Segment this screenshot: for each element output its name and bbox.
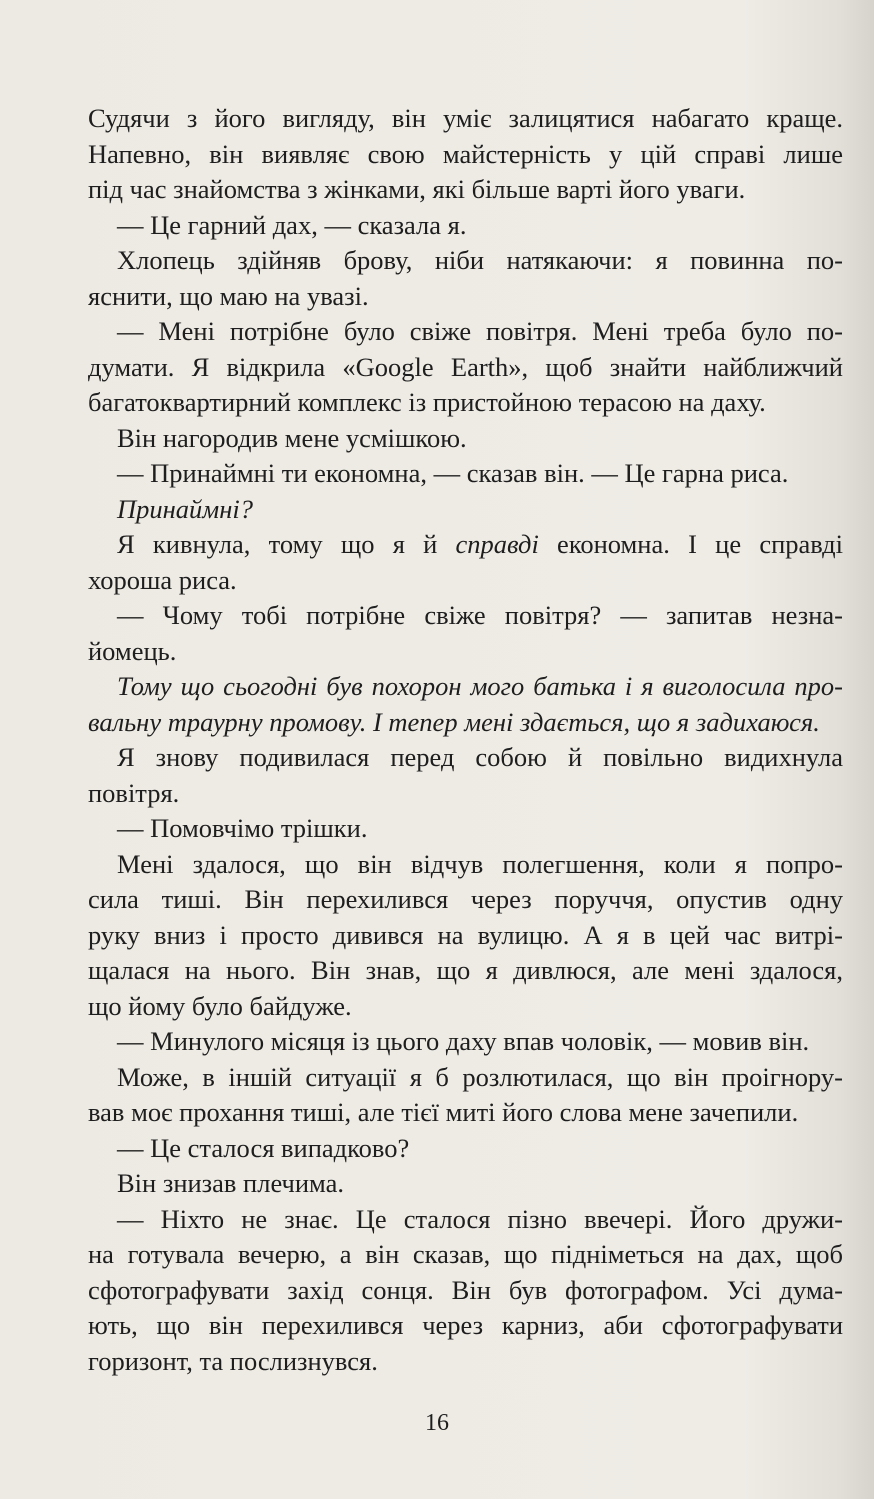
text-line [88,208,843,244]
italic-text: Тому що сьогодні був похорон мого батька і я виголосила про- [117,671,843,701]
text-segment: сфотографувати захід сонця. Він був фотографом. Усі дума- [88,1274,843,1305]
text-segment: Він знизав плечима. [117,1168,345,1198]
text-line [88,279,843,315]
text-line [88,1202,843,1238]
text-segment: Може, в іншій ситуації я б розлютилася, що він проігнору- [117,1061,843,1092]
italic-text: Принаймні? [117,493,253,524]
text-segment: багатоквартирний комплекс із пристойною терасою на даху. [88,387,766,417]
text-segment: під час знайомства з жінками, які більше варті його уваги. [88,174,746,204]
text-segment: вав моє прохання тиші, але тієї миті його слова мене зачепили. [88,1097,799,1127]
text-line [88,385,843,421]
text-segment: Я кивнула, тому що я й [117,529,456,559]
text-line [88,634,843,670]
text-segment: повітря. [88,777,180,808]
text-segment: — Мені потрібне було свіже повітря. Мені треба було по- [117,316,843,346]
text-line [88,1344,843,1380]
text-segment: — Принаймні ти економна, — сказав він. — Це гарна риса. [117,458,789,488]
text-segment: думати. Я відкрила «Google Earth», щоб знайти найближчий [88,351,843,382]
text-segment: — Чому тобі потрібне свіже повітря? — запитав незна- [117,600,843,630]
text-line [88,243,843,279]
text-line [88,492,843,528]
text-line [88,776,843,812]
text-segment: Я знову подивилася перед собою й повільно видихнула [117,742,843,772]
text-line [88,314,843,350]
text-segment: — Це гарний дах, — сказала я. [117,209,467,240]
text-line [88,1095,843,1131]
text-segment: що йому було байдуже. [88,990,352,1021]
text-segment: руку вниз і просто дивився на вулицю. А я в цей час витрі- [88,919,843,950]
italic-text: справді [455,529,539,559]
text-segment: щалася на нього. Він знав, що я дивлюся, але мені здалося, [88,955,843,985]
page-number: 16 [425,1410,449,1436]
text-line [88,1024,843,1060]
text-segment: ють, що він перехилився через карниз, аби сфотографувати [88,1310,843,1340]
text-line [88,989,843,1025]
text-segment: горизонт, та послизнувся. [88,1345,378,1376]
text-segment: Мені здалося, що він відчув полегшення, коли я попро- [117,848,843,879]
text-line [88,172,843,208]
text-segment: — Помовчімо трішки. [117,813,368,843]
text-line [88,669,843,705]
text-segment: економна. І це справді [538,529,843,559]
text-line [88,1308,843,1344]
text-segment: — Це сталося випадково? [117,1132,410,1163]
text-line [88,1166,843,1202]
text-segment: Судячи з його вигляду, він уміє залицятися набагато краще. [88,103,843,133]
italic-text: вальну траурну промову. І тепер мені здається, що я задихаюся. [88,706,820,737]
text-segment: хороша риса. [88,564,237,595]
text-segment: Він нагородив мене усмішкою. [117,422,467,453]
text-segment: — Ніхто не знає. Це сталося пізно ввечері. Його дружи- [117,1203,843,1234]
text-line [88,563,843,599]
text-line [88,1060,843,1096]
text-line [88,101,843,137]
text-line [88,598,843,634]
text-line [88,137,843,173]
text-segment: Хлопець здійняв брову, ніби натякаючи: я повинна по- [117,245,843,275]
text-line [88,882,843,918]
text-line [88,1273,843,1309]
page-body-text [88,101,843,1379]
text-line [88,811,843,847]
text-line [88,1131,843,1167]
text-line [88,847,843,883]
text-line [88,350,843,386]
text-segment: на готувала вечерю, а він сказав, що підніметься на дах, щоб [88,1239,843,1269]
text-segment: яснити, що маю на увазі. [88,280,369,311]
text-line [88,421,843,457]
text-segment: йомець. [88,635,177,666]
text-line [88,527,843,563]
text-line [88,456,843,492]
text-segment: — Минулого місяця із цього даху впав чоловік, — мовив він. [117,1026,810,1056]
text-line [88,740,843,776]
text-line [88,705,843,741]
text-line [88,1237,843,1273]
text-line [88,918,843,954]
text-segment: сила тиші. Він перехилився через поруччя, опустив одну [88,884,843,914]
text-segment: Напевно, він виявляє свою майстерність у цій справі лише [88,138,843,169]
text-line [88,953,843,989]
